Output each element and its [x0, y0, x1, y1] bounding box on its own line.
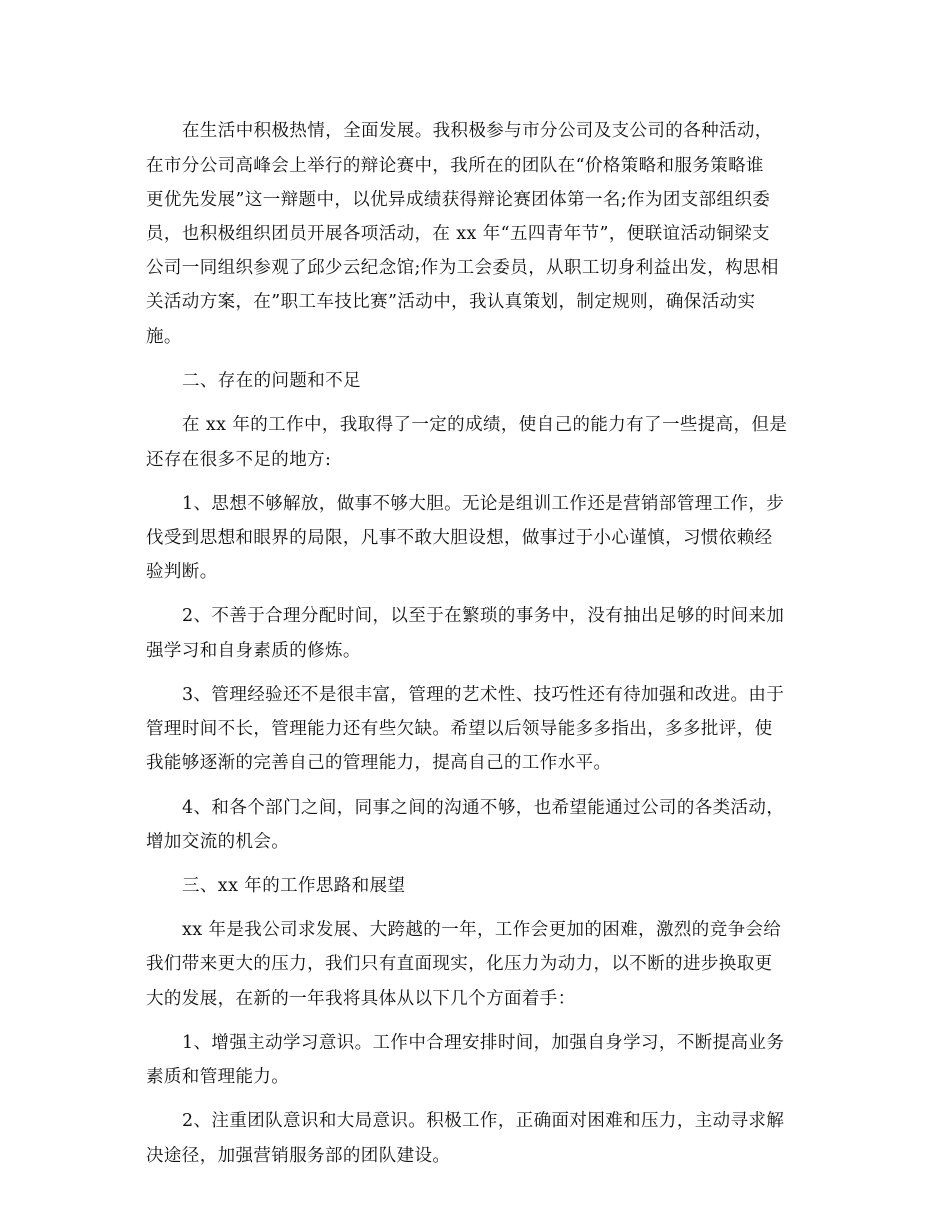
paragraph-line: 1、增强主动学习意识。工作中合理安排时间，加强自身学习，不断提高业务 — [182, 1033, 785, 1053]
paragraph-line: 在生活中积极热情，全面发展。我积极参与市分公司及支公司的各种活动， — [182, 121, 773, 141]
section-heading: 二、存在的问题和不足 — [182, 371, 361, 391]
paragraph-line: 2、不善于合理分配时间，以至于在繁琐的事务中，没有抽出足够的时间来加 — [182, 606, 785, 626]
paragraph-line: 施。 — [146, 327, 182, 347]
paragraph-line: 在 xx 年的工作中，我取得了一定的成绩，使自己的能力有了一些提高，但是 — [182, 415, 788, 435]
paragraph-line: 2、注重团队意识和大局意识。积极工作，正确面对困难和压力，主动寻求解 — [182, 1111, 785, 1131]
paragraph-line: 3、管理经验还不是很丰富，管理的艺术性、技巧性还有待加强和改进。由于 — [182, 685, 785, 705]
paragraph-line: 大的发展，在新的一年我将具体从以下几个方面着手： — [146, 989, 576, 1009]
paragraph-line: 4、和各个部门之间，同事之间的沟通不够，也希望能通过公司的各类活动， — [182, 798, 785, 818]
paragraph-line: xx 年是我公司求发展、大跨越的一年，工作会更加的困难，激烈的竞争会给 — [182, 920, 782, 940]
paragraph-line: 还存在很多不足的地方: — [146, 450, 332, 470]
paragraph-line: 更优先发展”这一辩题中，以优异成绩获得辩论赛团体第一名;作为团支部组织委 — [146, 190, 771, 210]
paragraph-line: 1、思想不够解放，做事不够大胆。无论是组训工作还是营销部管理工作，步 — [182, 494, 785, 514]
paragraph-line: 增加交流的机会。 — [146, 832, 290, 852]
paragraph-line: 验判断。 — [146, 562, 218, 582]
paragraph-line: 决途径，加强营销服务部的团队建设。 — [146, 1146, 451, 1166]
paragraph-line: 伐受到思想和眼界的局限，凡事不敢大胆设想，做事过于小心谨慎，习惯依赖经 — [146, 528, 773, 548]
paragraph-line: 强学习和自身素质的修炼。 — [146, 641, 361, 661]
paragraph-line: 管理时间不长，管理能力还有些欠缺。希望以后领导能多多指出，多多批评，使 — [146, 719, 773, 739]
paragraph-line: 在市分公司高峰会上举行的辩论赛中，我所在的团队在“价格策略和服务策略谁 — [146, 156, 764, 176]
paragraph-line: 关活动方案，在”职工车技比赛”活动中，我认真策划，制定规则，确保活动实 — [146, 292, 756, 312]
paragraph-line: 公司一同组织参观了邱少云纪念馆;作为工会委员，从职工切身利益出发，构思相 — [146, 258, 779, 278]
paragraph-line: 我能够逐渐的完善自己的管理能力，提高自己的工作水平。 — [146, 753, 612, 773]
paragraph-line: 素质和管理能力。 — [146, 1067, 290, 1087]
paragraph-line: 员，也积极组织团员开展各项活动，在 xx 年“五四青年节”，便联谊活动铜梁支 — [146, 224, 770, 244]
section-heading: 三、xx 年的工作思路和展望 — [182, 876, 406, 896]
paragraph-line: 我们带来更大的压力，我们只有直面现实，化压力为动力，以不断的进步换取更 — [146, 954, 773, 974]
